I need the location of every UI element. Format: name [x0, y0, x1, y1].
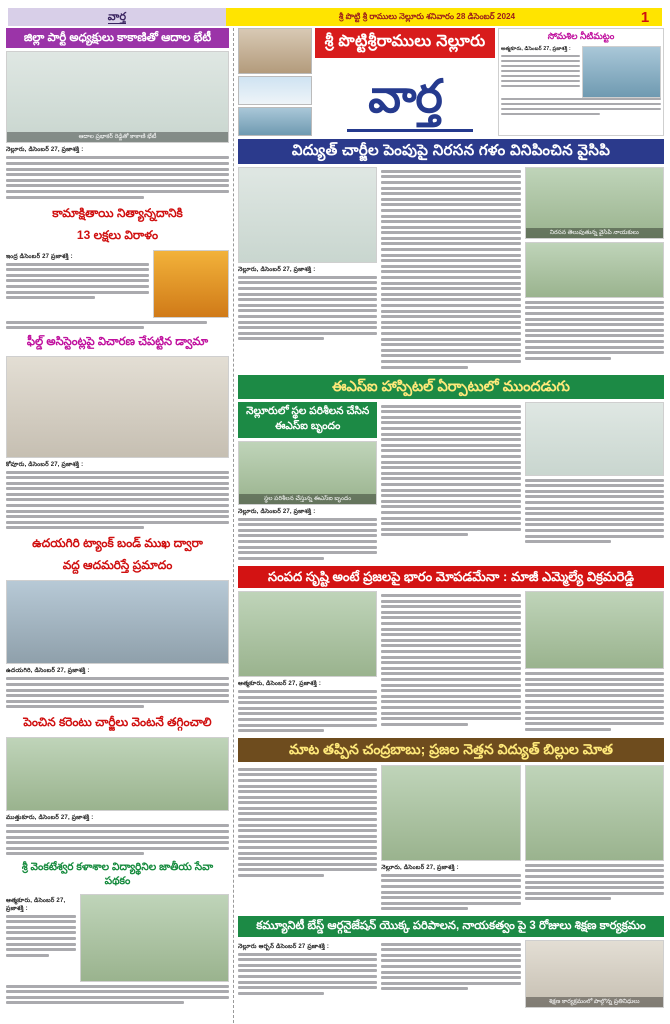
article-current-charges: [6, 711, 229, 855]
masthead-banner-title: శ్రీ పొట్టిశ్రీరాములు నెల్లూరు: [315, 28, 495, 58]
article-cbo-training: [238, 916, 664, 1007]
photo-caption: ఆదాల ప్రభాకర్ రెడ్డితో కాకాణి భేటీ: [7, 132, 228, 142]
ycp-col-1: [238, 167, 377, 372]
cbo-col-1: [238, 940, 377, 1008]
photo-vikram-protest: [525, 591, 664, 669]
photo-esi-team: [238, 441, 377, 505]
date-text: శ్రీ పొట్టి శ్రీ రాములు నెల్లూరు శనివారం 28 డిసెంబర్ 2024: [338, 11, 516, 21]
dateline: ఉదయగిరి, డిసెంబర్ 27, ప్రజాశక్తి :: [6, 668, 90, 675]
left-column: [6, 28, 234, 1023]
top-strip: [8, 8, 662, 26]
masthead-logo-word: వార్త: [368, 70, 442, 123]
headline-vikramreddy: సంపద సృష్టి అంటే ప్రజలపై భారం మోపడమేనా : మాజీ ఎమ్మెల్యే విక్రమరెడ్డి: [238, 566, 664, 588]
somasila-text: [501, 46, 580, 98]
photo-cbo-training: [525, 940, 664, 1008]
photo-protest-crowd: [6, 737, 229, 811]
photo-vikram-event: [238, 591, 377, 677]
headline-udayagiri-tank-line2: వద్ద ఆదమరిస్తే ప్రమాదం: [62, 558, 173, 573]
cbo-col-2: [381, 940, 520, 1008]
body-adala-meeting: [6, 146, 229, 198]
article-field-assistants: [6, 332, 229, 529]
subheadline-esi-hospital: నెల్లూరులో స్థల పరిశీలన చేసిన ఈఎస్ఐ బృందం: [238, 402, 377, 438]
photo-cbn-rally: [525, 765, 664, 861]
headline-adala-meeting: జిల్లా పార్టీ అధ్యక్షులు కాకాణితో ఆదాల భేటీ: [6, 28, 229, 48]
dateline: నెల్లూరు, డిసెంబర్ 27, ప్రజాశక్తి :: [381, 864, 459, 871]
dateline: కోవూరు, డిసెంబర్ 27, ప్రజాశక్తి :: [6, 461, 84, 468]
brand-name: వార్త: [107, 10, 127, 23]
page-number: 1: [640, 8, 650, 26]
masthead-underline: [347, 129, 473, 132]
article-ycp-protest: [238, 139, 664, 372]
esi-col-2: [381, 402, 520, 563]
article-adala-meeting: [6, 28, 229, 199]
headline-kamakshi-donation-line1: కామాక్షితాయి నిత్యాన్నదానికి: [52, 205, 183, 220]
photo-flooded-road: [6, 580, 229, 664]
headline-current-charges: పెంచిన కరెంటు చార్జీలు వెంటనే తగ్గించాలి: [23, 715, 212, 730]
photo-caption: నిరసన తెలుపుతున్న వైసిపి నాయకులు: [526, 228, 663, 238]
headline-nss-camp: శ్రీ వెంకటేశ్వర కళాశాల విద్యార్థినిల జాతీయ సేవా పథకం: [21, 861, 214, 887]
article-chandrababu: [238, 738, 664, 913]
photo-caption: శిక్షణ కార్యక్రమంలో పాల్గొన్న ప్రతినిధులు: [526, 997, 663, 1007]
headline-cbo-training: కమ్యూనిటీ బేస్డ్ ఆర్గనైజేషన్ యొక్క పరిపాలన, నాయకత్వం పై 3 రోజులు శిక్షణ కార్యక్రమం: [238, 916, 664, 936]
body-nss-camp: [6, 897, 76, 979]
photo-ycp-meeting: [238, 167, 377, 263]
photo-caption: స్థల పరిశీలన చేస్తున్న ఈఎస్ఐ బృందం: [239, 494, 376, 504]
photo-nss-camp: [80, 894, 229, 982]
photo-somasila-dam: [582, 46, 661, 98]
body-field-assistants: [6, 461, 229, 530]
ycp-col-2: [381, 167, 520, 372]
cbn-col-2: [381, 765, 520, 914]
cbn-col-1: [238, 765, 377, 914]
headline-udayagiri-tank-line1: ఉదయగిరి ట్యాంక్ బండ్ ముఖ ద్వారా: [32, 536, 203, 551]
somasila-title: సోమశిల నీటిమట్టం: [547, 31, 615, 41]
dateline: ఆత్మకూరు, డిసెంబర్ 27, ప్రజాశక్తి :: [238, 681, 322, 688]
photo-adala-meeting: [6, 51, 229, 143]
article-kamakshi-donation: [6, 202, 229, 330]
article-esi-hospital: [238, 375, 664, 563]
portrait-potti-sriramulu: [238, 28, 312, 74]
photo-dwama-enquiry: [6, 356, 229, 458]
dateline: నెల్లూరు ఆర్బన్ డిసెంబర్ 27 ప్రజాశక్తి :: [238, 943, 330, 950]
masthead: [238, 28, 664, 136]
brand-bar: [8, 8, 226, 26]
photo-deity: [153, 250, 229, 318]
ycp-col-3: [525, 167, 664, 372]
dateline: నెల్లూరు, డిసెంబర్ 27, ప్రజాశక్తి :: [6, 147, 84, 154]
date-bar: [226, 8, 628, 26]
cbo-col-3: [525, 940, 664, 1008]
esi-col-1: [238, 402, 377, 563]
article-nss-camp: [6, 858, 229, 1004]
dateline: ఆత్మకూరు, డిసెంబర్ 27, ప్రజాశక్తి :: [501, 46, 571, 52]
headline-field-assistants: ఫీల్డ్ అసిస్టెంట్లపై విచారణ చేపట్టిన డ్వామా: [26, 336, 209, 349]
vikram-col-1: [238, 591, 377, 735]
thumb-port: [238, 107, 312, 136]
body-current-charges: [6, 814, 229, 855]
dateline: ఆత్మకూరు, డిసెంబర్ 27, ప్రజాశక్తి :: [6, 897, 66, 912]
headline-kamakshi-donation-line2: 13 లక్షలు విరాళం: [76, 227, 159, 242]
thumb-bridge: [238, 76, 312, 105]
body-udayagiri-tank: [6, 667, 229, 708]
cbn-col-3: [525, 765, 664, 914]
photo-esi-speaker: [525, 402, 664, 476]
masthead-side-images: [238, 28, 312, 136]
esi-col-3: [525, 402, 664, 563]
article-udayagiri-tank: [6, 532, 229, 708]
vikram-col-3: [525, 591, 664, 735]
photo-cbn-statue: [381, 765, 520, 861]
dateline: ఇంద్ర డిసెంబర్ 27 ప్రజాశక్తి :: [6, 253, 73, 260]
photo-ycp-rally: [525, 242, 664, 298]
page-number-badge: [628, 8, 662, 26]
vikram-col-2: [381, 591, 520, 735]
dateline: ముత్తుకూరు, డిసెంబర్ 27, ప్రజాశక్తి :: [6, 815, 94, 822]
page-columns: [6, 28, 664, 1023]
headline-chandrababu: మాట తప్పిన చంద్రబాబు; ప్రజల నెత్తన విద్యుత్ బిల్లుల మోత: [238, 738, 664, 762]
headline-ycp-protest: విద్యుత్ చార్జీల పెంపుపై నిరసన గళం వినిపించిన వైసిపి: [238, 139, 664, 164]
dateline: నెల్లూరు, డిసెంబర్ 27, ప్రజాశక్తి :: [238, 266, 316, 273]
somasila-water-level-box: [498, 28, 664, 136]
dateline: నెల్లూరు, డిసెంబర్ 27, ప్రజాశక్తి :: [238, 508, 316, 515]
headline-esi-hospital: ఈఎస్ఐ హాస్పిటల్ ఏర్పాటులో ముందడుగు: [238, 375, 664, 399]
masthead-main: [315, 28, 495, 136]
photo-ycp-protest: [525, 167, 664, 239]
body-kamakshi-donation: [6, 253, 149, 315]
article-vikramreddy: [238, 566, 664, 735]
masthead-logo: [315, 58, 495, 136]
right-column: [238, 28, 664, 1023]
